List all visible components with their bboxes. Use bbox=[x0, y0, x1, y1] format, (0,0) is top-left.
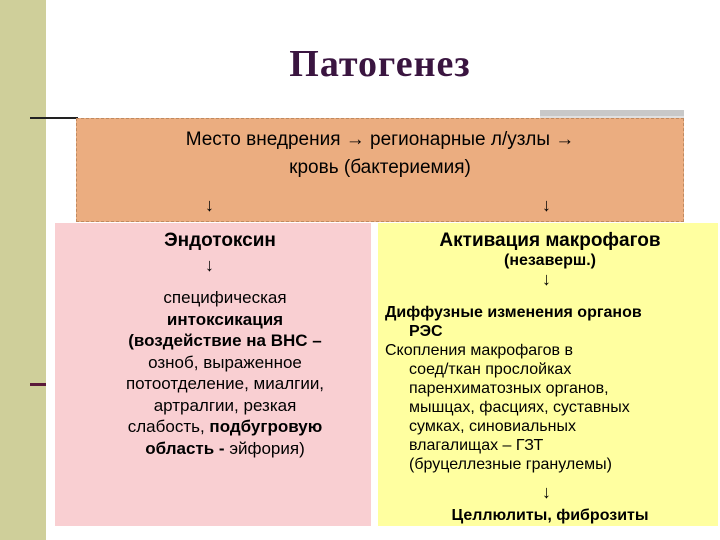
macrophage-line: Скопления макрофагов в bbox=[385, 342, 573, 359]
macrophage-line: сумках, синовиальных bbox=[409, 418, 576, 435]
down-arrow-icon: ↓ bbox=[205, 255, 214, 275]
macrophage-description bbox=[385, 303, 720, 474]
slide-title: Патогенез bbox=[289, 43, 471, 85]
left-decor-stripe bbox=[0, 0, 46, 540]
endotoxin-text: эйфория) bbox=[229, 438, 305, 458]
endotoxin-text: слабость, bbox=[127, 417, 210, 436]
endotoxin-bold-text: подбугровую bbox=[209, 417, 323, 436]
endotoxin-bold-text: область - bbox=[145, 438, 230, 458]
endotoxin-line: артралгии, резкая bbox=[153, 395, 297, 415]
macrophage-bold-line: Диффузные изменения органов bbox=[385, 304, 642, 321]
endotoxin-line: озноб, выраженное bbox=[148, 352, 302, 372]
endotoxin-line bbox=[80, 416, 370, 438]
endotoxin-line: интоксикация bbox=[166, 309, 284, 329]
stripe-accent-line bbox=[30, 383, 46, 386]
final-outcome: Целлюлиты, фиброзиты bbox=[451, 507, 649, 524]
down-arrow-icon: ↓ bbox=[542, 195, 551, 215]
top-process-text bbox=[76, 126, 684, 182]
down-arrow-icon: ↓ bbox=[205, 195, 214, 215]
macrophage-line: (бруцеллезные гранулемы) bbox=[409, 456, 612, 473]
top-line-2: кровь (бактериемия) bbox=[289, 157, 471, 178]
endotoxin-description bbox=[80, 287, 370, 459]
title-rule-line bbox=[30, 117, 78, 119]
macrophage-bold-line: РЭС bbox=[409, 323, 443, 340]
endotoxin-header: Эндотоксин bbox=[164, 230, 276, 251]
macrophage-line: влагалищах – ГЗТ bbox=[409, 437, 544, 454]
macrophage-line: соед/ткан прослойках bbox=[409, 361, 572, 378]
down-arrow-icon: ↓ bbox=[542, 269, 551, 289]
macrophage-line: мышцах, фасциях, суставных bbox=[409, 399, 630, 416]
endotoxin-line: (воздействие на ВНС – bbox=[128, 331, 322, 350]
down-arrow-icon: ↓ bbox=[542, 482, 551, 502]
endotoxin-line bbox=[80, 438, 370, 460]
macrophage-line: паренхиматозных органов, bbox=[409, 380, 609, 397]
endotoxin-line: специфическая bbox=[163, 288, 287, 307]
endotoxin-line: потоотделение, миалгии, bbox=[125, 374, 325, 393]
top-line-1: Место внедрения → регионарные л/узлы → bbox=[185, 129, 575, 150]
macrophage-subheader: (незаверш.) bbox=[504, 252, 596, 269]
macrophage-header: Активация макрофагов bbox=[439, 230, 661, 251]
